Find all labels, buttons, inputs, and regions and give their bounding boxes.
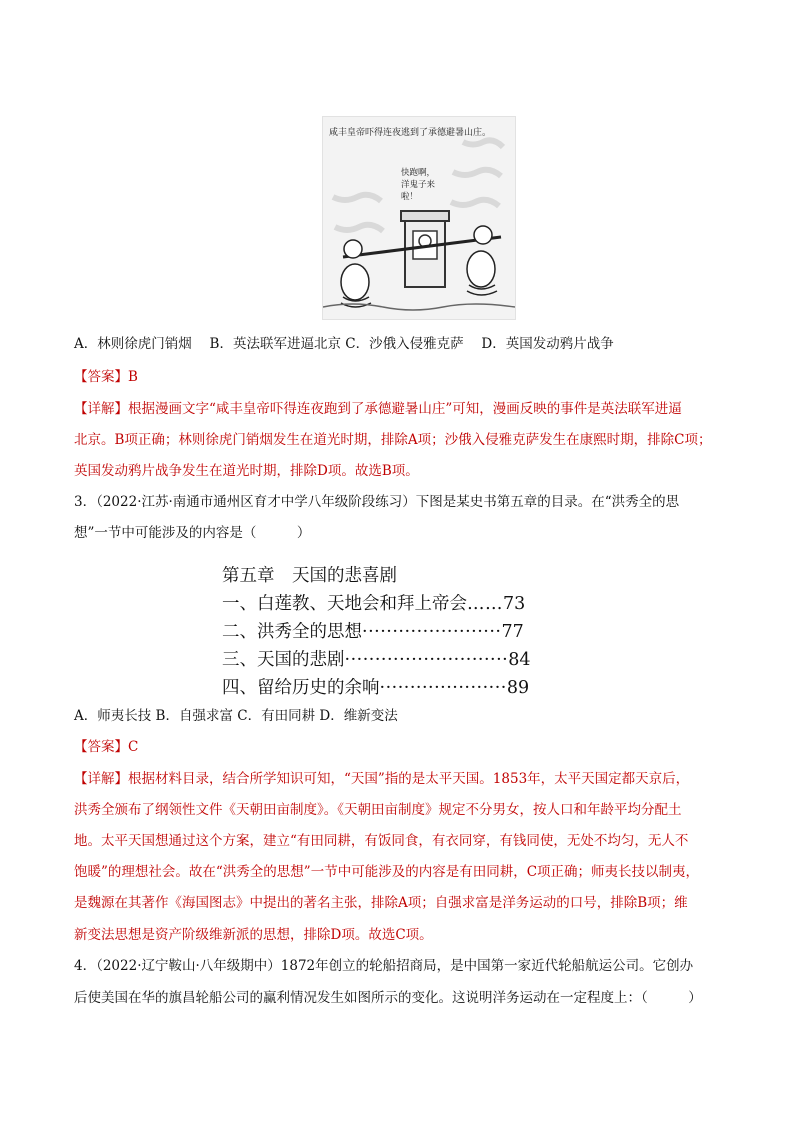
toc-item-number: 四、 <box>222 678 257 698</box>
q3-stem-line-1: 3．（2022·江苏·南通市通州区育才中学八年级阶段练习）下图是某史书第五章的目录。在“洪秀全的思 <box>74 494 680 510</box>
toc-item-page: 73 <box>503 594 526 614</box>
q3-detail-line-3: 地。太平天国想通过这个方案，建立“有田同耕，有饭同食，有衣同穿，有钱同使，无处不均匀，无人不 <box>74 833 689 849</box>
toc-item <box>222 674 530 702</box>
toc-item <box>222 646 530 674</box>
q2-detail-line-3: 英国发动鸦片战争发生在道光时期，排除D项。故选B项。 <box>74 463 419 479</box>
cartoon-speech-bubble: 快跑啊，洋鬼子来啦！ <box>401 168 436 202</box>
toc-item-title: 天国的悲剧 <box>257 650 345 670</box>
q3-answer: C <box>128 739 139 755</box>
q3-detail-line-2: 洪秀全颁布了纲领性文件《天朝田亩制度》。《天朝田亩制度》规定不分男女，按人口和年龄平均分配土 <box>74 802 682 818</box>
toc-item-number: 三、 <box>222 650 257 670</box>
q3-detail-line-5: 是魏源在其著作《海国图志》中提出的著名主张，排除A项；自强求富是洋务运动的口号，排除B项；维 <box>74 895 688 911</box>
answer-tag: 【答案】 <box>74 739 128 755</box>
q3-detail-text-1: 根据材料目录，结合所学知识可知，“天国”指的是太平天国。1853年，太平天国定都天京后， <box>128 771 690 787</box>
q2-detail-line-1 <box>74 399 682 419</box>
detail-tag: 【详解】 <box>74 771 128 787</box>
q2-options: A．林则徐虎门销烟 B．英法联军进逼北京 C．沙俄入侵雅克萨 D．英国发动鸦片战争 <box>74 336 614 352</box>
toc-item <box>222 618 530 646</box>
toc-leader-dots: …… <box>467 594 503 614</box>
toc-item-page: 77 <box>501 622 524 642</box>
table-of-contents <box>222 562 530 702</box>
q3-options: A．师夷长技 B．自强求富 C．有田同耕 D．维新变法 <box>74 708 398 724</box>
toc-item-number: 二、 <box>222 622 257 642</box>
toc-leader-dots: ····················· <box>379 678 507 698</box>
q2-detail-line-2: 北京。B项正确；林则徐虎门销烟发生在道光时期，排除A项；沙俄入侵雅克萨发生在康熙时期，排除C项； <box>74 432 712 448</box>
toc-chapter-title: 第五章 天国的悲喜剧 <box>222 566 397 586</box>
q2-detail-text-1: 根据漫画文字“咸丰皇帝吓得连夜跑到了承德避暑山庄”可知，漫画反映的事件是英法联军进逼 <box>128 401 682 417</box>
q3-answer-line <box>74 737 138 757</box>
toc-leader-dots: ··························· <box>344 650 509 670</box>
toc-item <box>222 590 530 618</box>
toc-item-title: 洪秀全的思想 <box>257 622 362 642</box>
toc-item-title: 留给历史的余响 <box>257 678 380 698</box>
q3-stem-line-2: 想”一节中可能涉及的内容是（ ） <box>74 525 311 541</box>
cartoon-drawing <box>323 117 515 319</box>
toc-item-page: 84 <box>508 650 531 670</box>
detail-tag: 【详解】 <box>74 401 128 417</box>
toc-item-title: 白莲教、天地会和拜上帝会 <box>257 594 467 614</box>
toc-leader-dots: ······················· <box>362 622 502 642</box>
q2-answer: B <box>128 369 138 385</box>
q3-detail-line-1 <box>74 769 689 789</box>
q3-detail-line-6: 新变法思想是资产阶级维新派的思想，排除D项。故选C项。 <box>74 927 433 943</box>
toc-item-page: 89 <box>506 678 530 698</box>
q2-answer-line <box>74 367 138 387</box>
answer-tag: 【答案】 <box>74 369 128 385</box>
q3-detail-line-4: 饱暖”的理想社会。故在“洪秀全的思想”一节中可能涉及的内容是有田同耕，C项正确；师夷长技以制夷， <box>74 864 700 880</box>
cartoon-caption: 咸丰皇帝吓得连夜逃到了承德避暑山庄。 <box>329 128 492 138</box>
cartoon-image <box>322 116 516 320</box>
q4-stem-line-2: 后使美国在华的旗昌轮船公司的赢利情况发生如图所示的变化。这说明洋务运动在一定程度上：（ ） <box>74 990 702 1006</box>
toc-item-number: 一、 <box>222 594 257 614</box>
q4-stem-line-1: 4．（2022·辽宁鞍山·八年级期中）1872年创立的轮船招商局，是中国第一家近代轮船航运公司。它创办 <box>74 958 694 974</box>
